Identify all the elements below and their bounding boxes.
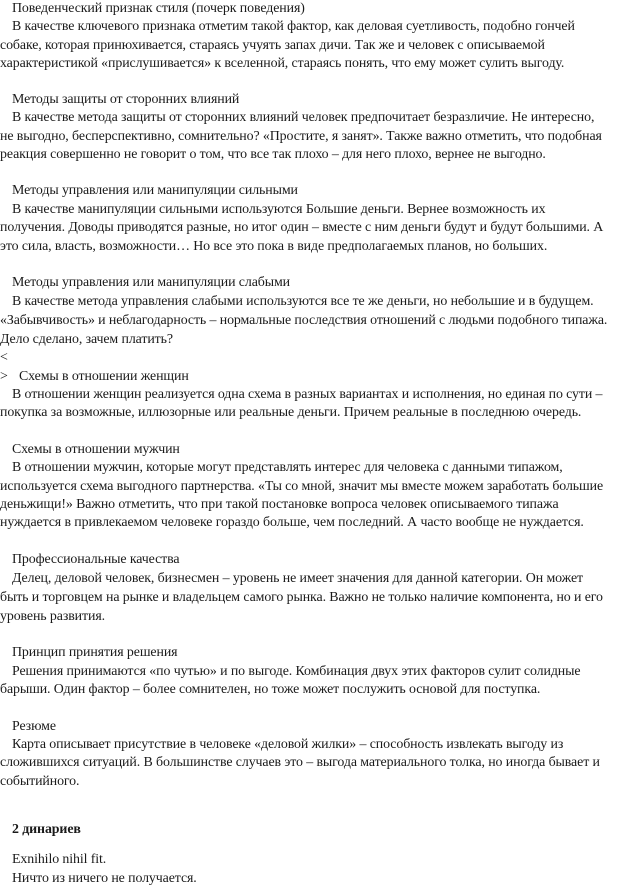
paragraph-line: Решения принимаются «по чутью» и по выгоде. Комбинация двух этих факторов сулит солидные bbox=[12, 664, 581, 679]
section-heading: Методы защиты от сторонних влияний bbox=[12, 92, 240, 107]
paragraph-line: Делец, деловой человек, бизнесмен – уровень не имеет значения для данной категории. Он может bbox=[12, 571, 583, 586]
paragraph-line: собаке, которая принюхивается, стараясь учуять запах дичи. Так же и человек с описываемой bbox=[0, 38, 545, 53]
paragraph-line: В качестве метода защиты от сторонних влияний человек предпочитает безразличие. Не интересно, bbox=[12, 110, 595, 125]
paragraph-line: реакция совершенно не говорит о том, что все так плохо – для него плохо, вернее не выгодно. bbox=[0, 147, 546, 162]
paragraph-line: деньжищи!» Важно отметить, что при такой постановке вопроса человек описываемого типажа bbox=[0, 497, 559, 512]
section-heading: Схемы в отношении мужчин bbox=[12, 442, 180, 457]
paragraph-line: не выгодно, бесперспективно, сомнительно? «Простите, я занят». Также важно отметить, что подобная bbox=[0, 129, 602, 144]
paragraph-line: нуждается в привлекаемом человеке гораздо больше, чем последний. А часто вообще не нуждается. bbox=[0, 515, 584, 530]
section-heading: Принцип принятия решения bbox=[12, 645, 178, 660]
paragraph-line: быть и торговцем на рынке и владельцем самого рынка. Важно не только наличие компонента, но и его bbox=[0, 590, 603, 605]
paragraph-line: В качестве манипуляции сильными используются Большие деньги. Вернее возможность их bbox=[12, 202, 546, 217]
section-heading: Профессиональные качества bbox=[12, 552, 180, 567]
paragraph-line: используется схема выгодного партнерства. «Ты со мной, значит мы вместе можем заработать большие bbox=[0, 479, 604, 494]
paragraph-line: В отношении мужчин, которые могут представлять интерес для человека с данными типажом, bbox=[12, 460, 563, 475]
paragraph-line: В качестве ключевого признака отметим такой фактор, как деловая суетливость, подобно гончей bbox=[12, 19, 575, 34]
paragraph-line: «Забывчивость» и неблагодарность – нормальные последствия отношений с людьми подобного типажа. bbox=[0, 313, 608, 328]
section-heading: Схемы в отношении женщин bbox=[19, 369, 189, 384]
paragraph-line: Дело сделано, зачем платить? bbox=[0, 332, 173, 347]
paragraph-line: уровень развития. bbox=[0, 609, 105, 624]
marker-open: < bbox=[0, 350, 8, 365]
section-heading: Методы управления или манипуляции слабыми bbox=[12, 275, 290, 290]
paragraph-line: сложившихся ситуаций. В большинстве случаев это – выгода материального толка, но иногда бывает и bbox=[0, 755, 600, 770]
section-heading: Поведенческий признак стиля (почерк поведения) bbox=[12, 1, 305, 16]
paragraph-line: характеристикой «прислушивается» к вселенной, стараясь понять, что ему может сулить выгоду. bbox=[0, 56, 565, 71]
paragraph-line: событийного. bbox=[0, 774, 80, 789]
paragraph-line: покупка за возможные, иллюзорные или реальные деньги. Причем реальные в последнюю очередь. bbox=[0, 405, 582, 420]
section-heading: Методы управления или манипуляции сильными bbox=[12, 183, 298, 198]
paragraph-line: это сила, власть, возможности… Но все это пока в виде предполагаемых планов, но больших. bbox=[0, 239, 548, 254]
section-heading: Резюме bbox=[12, 719, 56, 734]
epigraph-translation: Ничто из ничего не получается. bbox=[12, 871, 197, 886]
paragraph-line: В качестве метода управления слабыми используются все те же деньги, но небольшие и в будущем. bbox=[12, 294, 594, 309]
paragraph-line: В отношении женщин реализуется одна схема в разных вариантах и исполнения, но единая по сути – bbox=[12, 387, 603, 402]
chapter-title: 2 динариев bbox=[12, 822, 81, 837]
paragraph-line: Карта описывает присутствие в человеке «деловой жилки» – способность извлекать выгоду из bbox=[12, 737, 564, 752]
paragraph-line: барыши. Один фактор – более сомнителен, но тоже может послужить основой для поступка. bbox=[0, 682, 541, 697]
marker-close: > bbox=[0, 369, 8, 384]
epigraph-latin: Exnihilo nihil fit. bbox=[12, 852, 107, 867]
paragraph-line: получения. Доводы приводятся разные, но итог один – вместе с ним деньги будут и будут большими. А bbox=[0, 220, 604, 235]
